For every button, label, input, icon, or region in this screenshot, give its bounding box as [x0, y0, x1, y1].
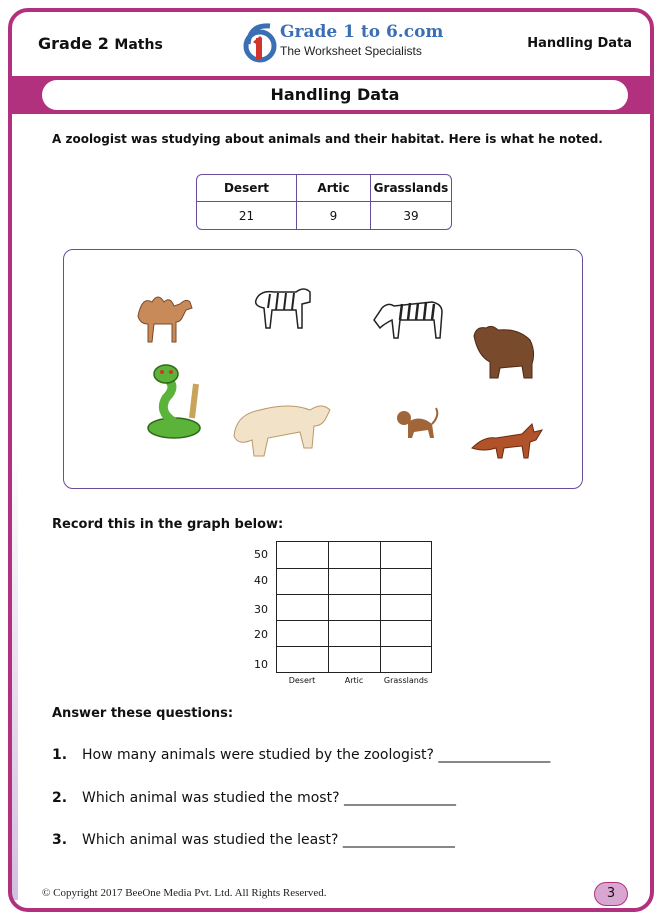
question-2	[52, 790, 456, 806]
frame-shadow	[12, 440, 18, 900]
table-header-row	[197, 175, 451, 202]
table-row	[197, 202, 451, 229]
logo-subtitle: The Worksheet Specialists	[280, 44, 422, 58]
y-tick-40: 40	[254, 574, 268, 587]
question-1	[52, 747, 550, 763]
camel-icon	[130, 286, 198, 346]
y-tick-30: 30	[254, 603, 268, 616]
zebra-icon	[372, 288, 446, 344]
grade-text: Grade 2	[38, 34, 109, 53]
y-tick-50: 50	[254, 548, 268, 561]
fox-icon	[470, 418, 546, 462]
page-number-badge: 3	[594, 882, 628, 906]
tiger-icon	[250, 280, 314, 334]
logo-title: Grade 1 to 6.com	[280, 22, 444, 42]
table-value-artic: 9	[297, 202, 371, 229]
question-number: 3.	[52, 832, 68, 848]
graph-gridline	[277, 568, 431, 569]
intro-text: A zoologist was studying about animals and their habitat. Here is what he noted.	[52, 132, 603, 146]
table-header-grasslands: Grasslands	[371, 175, 451, 202]
subject-text: Maths	[114, 37, 163, 53]
table-value-desert: 21	[197, 202, 297, 229]
graph-gridline	[277, 594, 431, 595]
blank-bar-graph[interactable]	[276, 541, 432, 673]
polar-bear-icon	[230, 396, 334, 462]
animal-panel	[63, 249, 583, 489]
question-3	[52, 832, 455, 848]
table-value-grasslands: 39	[403, 208, 419, 223]
y-tick-10: 10	[254, 658, 268, 671]
question-number: 1.	[52, 747, 68, 763]
questions-heading: Answer these questions:	[52, 706, 234, 721]
graph-gridline	[328, 542, 329, 672]
site-logo	[238, 20, 444, 66]
copyright-footer: © Copyright 2017 BeeOne Media Pvt. Ltd. All Rights Reserved.	[42, 887, 327, 899]
graph-gridline	[380, 542, 381, 672]
y-tick-20: 20	[254, 628, 268, 641]
graph-gridline	[277, 620, 431, 621]
bear-icon	[468, 322, 538, 382]
grade-label	[38, 34, 163, 53]
question-text: How many animals were studied by the zoologist? ________________	[82, 747, 551, 763]
question-number: 2.	[52, 790, 68, 806]
x-label-grasslands: Grasslands	[383, 676, 429, 685]
table-header-desert: Desert	[197, 175, 297, 202]
topic-label: Handling Data	[527, 36, 632, 51]
page-title: Handling Data	[42, 80, 628, 110]
x-label-desert: Desert	[288, 676, 316, 685]
record-instruction: Record this in the graph below:	[52, 517, 284, 532]
x-label-artic: Artic	[344, 676, 364, 685]
habitat-table	[196, 174, 452, 230]
question-text: Which animal was studied the most? ________________	[82, 790, 456, 806]
graph-gridline	[277, 646, 431, 647]
question-text: Which animal was studied the least? ________________	[82, 832, 455, 848]
monkey-icon	[394, 406, 440, 442]
snake-icon	[144, 362, 206, 442]
logo-six-icon	[238, 20, 282, 64]
table-header-artic: Artic	[297, 175, 371, 202]
